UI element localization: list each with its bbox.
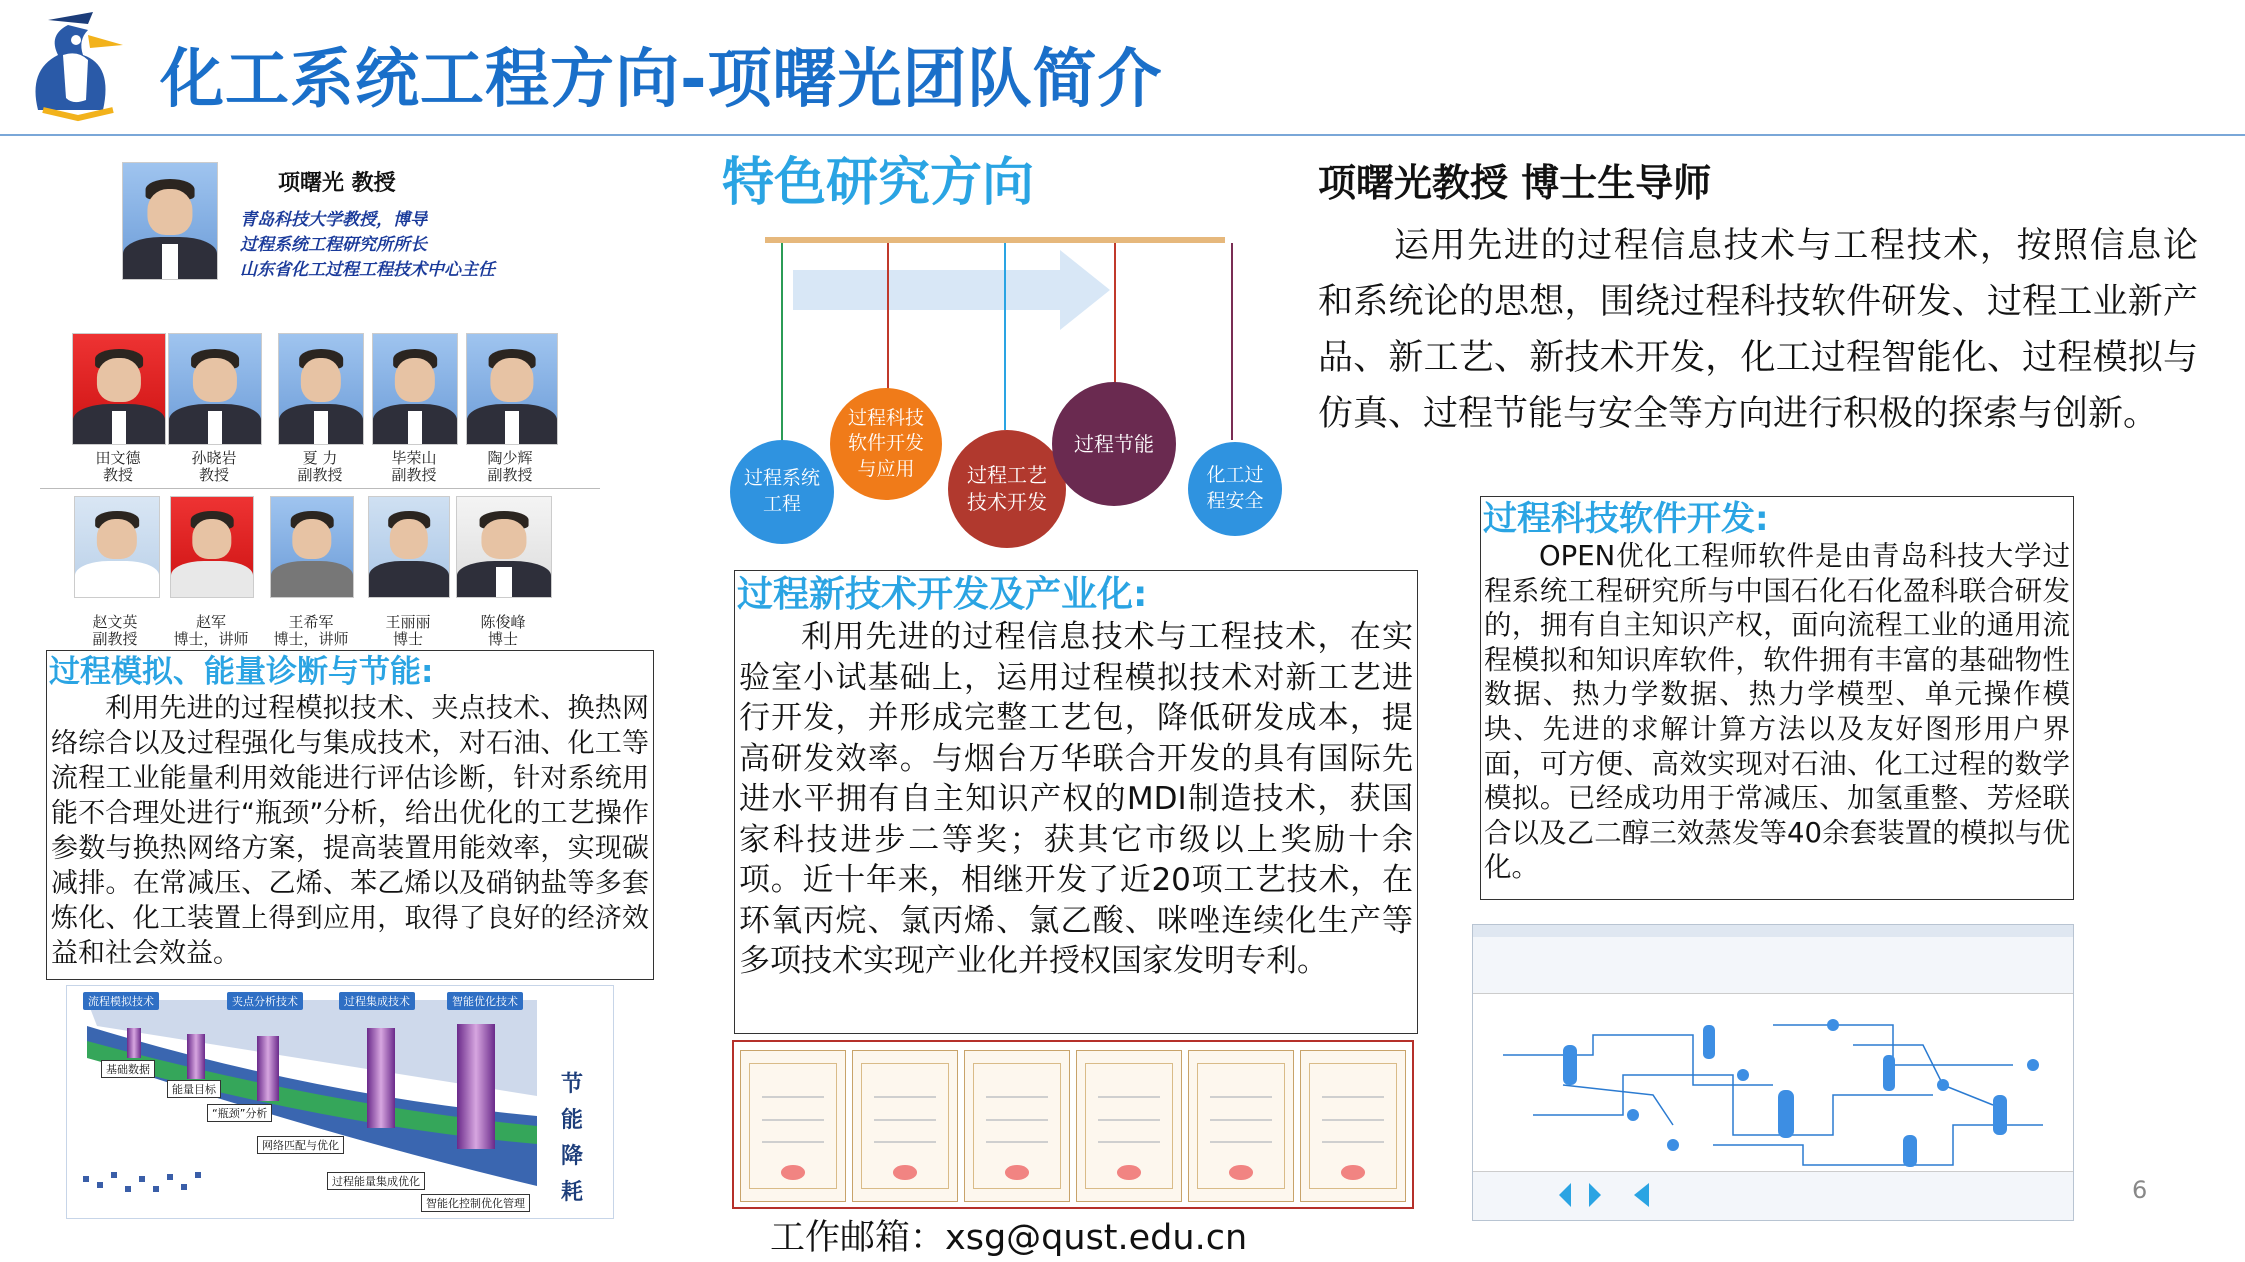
research-circle: 化工过程安全 [1188,442,1282,536]
research-circle: 过程工艺技术开发 [948,430,1066,548]
research-circle: 过程科技软件开发与应用 [830,388,942,500]
software-box-title: 过程科技软件开发: [1483,499,1769,539]
energy-side-label: 节能降耗 [561,1071,584,1205]
energy-box [46,650,654,980]
team-caption: 毕荣山 副教授 [391,449,437,484]
team-caption: 田文德 教授 [95,449,141,484]
energy-step: 网络匹配与优化 [257,1136,344,1154]
leader-photo [122,162,218,280]
team-photo [74,496,160,598]
energy-step: 基础数据 [101,1060,155,1078]
team-caption: 赵文英 副教授 [92,613,138,648]
team-caption: 孙晓岩 教授 [191,449,237,484]
research-circle: 过程节能 [1052,382,1176,506]
team-caption: 陶少辉 副教授 [487,449,533,484]
leader-titles: 青岛科技大学教授，博导 过程系统工程研究所所长 山东省化工过程工程技术中心主任 [240,210,495,280]
leader-name: 项曙光 教授 [278,171,396,196]
team-photo [368,496,450,598]
certificate [1300,1050,1406,1202]
certificate [1076,1050,1182,1202]
energy-step: 过程能量集成优化 [327,1172,425,1190]
research-circle: 过程系统工程 [730,440,834,544]
team-divider [40,488,600,489]
patent-certificates [732,1040,1414,1209]
energy-step: 智能化控制优化管理 [421,1194,530,1212]
team-caption: 王希军 博士，讲师 [273,613,349,648]
energy-tag: 过程集成技术 [339,992,415,1010]
energy-diagram [66,985,614,1219]
team-photo [170,496,254,598]
research-heading: 特色研究方向 [722,153,1035,213]
team-caption: 夏 力 副教授 [297,449,343,484]
energy-step: “瓶颈”分析 [207,1104,272,1122]
tech-box-text: 利用先进的过程信息技术与工程技术，在实验室小试基础上，运用过程模拟技术对新工艺进行开发，并形成完整工艺包，降低研发成本，提高研发效率。与烟台万华联合开发的具有国际先进水平拥有自主知识产权的MDI制造技术，获国家科技进步二等奖；获其它市级以上奖励十余项。近十年来，相继开发了近20项工艺技术，在环氧丙烷、氯丙烯、氯乙酸、咪唑连续化生产等多项技术实现产业化并授权国家发明专利。 [739,619,1413,979]
team-caption: 陈俊峰 博士 [480,613,526,648]
energy-step: 能量目标 [167,1080,221,1098]
energy-tag: 流程模拟技术 [83,992,159,1010]
team-photo [466,333,558,445]
certificate [740,1050,846,1202]
team-photo [278,333,364,445]
profile-text: 运用先进的过程信息技术与工程技术，按照信息论和系统论的思想，围绕过程科技软件研发、过程工业新产品、新工艺、新技术开发，化工过程智能化、过程模拟与仿真、过程节能与安全等方向进行积极的探索与创新。 [1318,226,2198,434]
contact-email: 工作邮箱：xsg@qust.edu.cn [770,1218,1248,1258]
tech-box [734,570,1418,1034]
logo [18,10,138,125]
certificate [852,1050,958,1202]
team-photo [456,496,552,598]
software-screenshot [1472,924,2074,1221]
software-box-text: OPEN优化工程师软件是由青岛科技大学过程系统工程研究所与中国石化石化盈科联合研发的，拥有自主知识产权，面向流程工业的通用流程模拟和知识库软件，软件拥有丰富的基础物性数据、热力学数据、热力学模型、单元操作模块、先进的求解计算方法以及友好图形用户界面，可方便、高效实现对石油、化工过程的数学模拟。已经成功用于常减压、加氢重整、芳烃联合以及乙二醇三效蒸发等40余套装置的模拟与优化。 [1484,540,2070,884]
certificate [1188,1050,1294,1202]
page-number: 6 [2132,1176,2148,1204]
energy-tag: 夹点分析技术 [227,992,303,1010]
profile-heading: 项曙光教授 博士生导师 [1318,161,1712,205]
software-box [1480,496,2074,900]
title-divider [0,134,2245,136]
energy-tag: 智能优化技术 [447,992,523,1010]
energy-box-title: 过程模拟、能量诊断与节能: [49,654,434,690]
certificate [964,1050,1070,1202]
team-photo [168,333,262,445]
team-photo [72,333,166,445]
team-caption: 王丽丽 博士 [385,613,431,648]
team-photo [270,496,354,598]
team-photo [372,333,458,445]
page-title: 化工系统工程方向-项曙光团队简介 [160,43,1163,117]
team-caption: 赵军 博士，讲师 [173,613,249,648]
energy-box-text: 利用先进的过程模拟技术、夹点技术、换热网络综合以及过程强化与集成技术，对石油、化工等流程工业能量利用效能进行评估诊断，针对系统用能不合理处进行“瓶颈”分析，给出优化的工艺操作参数与换热网络方案，提高装置用能效率，实现碳减排。在常减压、乙烯、苯乙烯以及硝钠盐等多套炼化、化工装置上得到应用，取得了良好的经济效益和社会效益。 [51,693,649,969]
tech-box-title: 过程新技术开发及产业化: [737,574,1148,615]
